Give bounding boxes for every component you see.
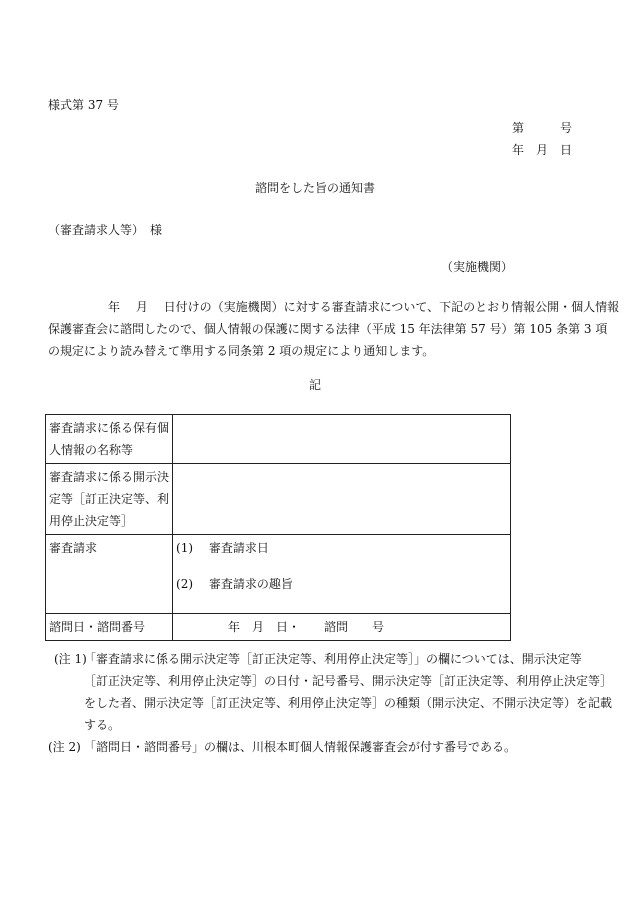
note-body <box>84 648 612 736</box>
document-date: 年 月 日 <box>511 143 572 157</box>
table-row <box>46 415 511 464</box>
note-line: 「審査請求に係る開示決定等［訂正決定等、利用停止決定等］」の欄については、開示決定等 <box>84 652 582 666</box>
label-line: 定等［訂正決定等、利 <box>49 492 170 506</box>
row-value-disclosure-decision[interactable] <box>173 464 511 535</box>
note-label: (注 1) <box>54 652 87 666</box>
notes-section <box>48 648 613 758</box>
form-number: 様式第 37 号 <box>48 98 119 112</box>
body-paragraph <box>48 296 620 362</box>
note-2 <box>48 736 588 758</box>
row-label-inquiry: 諮問日・諮問番号 <box>46 614 173 641</box>
row-value-inquiry[interactable]: 年 月 日・ 諮問 号 <box>173 614 511 641</box>
note-line: をした者、開示決定等［訂正決定等、利用停止決定等］の種類（開示決定、不開示決定等）を記載 <box>84 696 613 710</box>
note-line: する。 <box>84 718 121 732</box>
note-1 <box>48 648 613 736</box>
addressee: （審査請求人等） 様 <box>48 223 163 237</box>
label-line: 人情報の名称等 <box>49 443 134 457</box>
table-row <box>46 535 511 614</box>
ki-heading: 記 <box>308 378 321 392</box>
note-line: ［訂正決定等、利用停止決定等］の日付・記号番号、開示決定等［訂正決定等、利用停止決定等］ <box>84 674 613 688</box>
request-date-item: (1) 審査請求日 <box>176 541 269 555</box>
label-line: 用停止決定等］ <box>49 514 134 528</box>
row-value-request[interactable] <box>173 535 511 614</box>
body-line: 保護審査会に諮問したので、個人情報の保護に関する法律（平成 15 年法律第 57 号）第 105 条第 3 項 <box>48 322 608 336</box>
note-label: (注 2) <box>48 740 81 754</box>
row-value-personal-info[interactable] <box>173 415 511 464</box>
row-label-personal-info <box>46 415 173 464</box>
request-purpose-item: (2) 審査請求の趣旨 <box>176 577 293 591</box>
record-table <box>45 414 511 641</box>
note-line: 「諮問日・諮問番号」の欄は、川根本町個人情報保護審査会が付す番号である。 <box>84 740 517 754</box>
document-number: 第 号 <box>511 121 572 135</box>
body-line: 年 月 日付けの（実施機関）に対する審査請求について、下記のとおり情報公開・個人情報 <box>48 300 620 314</box>
row-label-request: 審査請求 <box>46 535 173 614</box>
row-label-disclosure-decision <box>46 464 173 535</box>
table-row <box>46 614 511 641</box>
issuer: （実施機関） <box>440 260 513 274</box>
table-row <box>46 464 511 535</box>
body-line: の規定により読み替えて準用する同条第 2 項の規定により通知します。 <box>48 344 435 358</box>
note-body <box>84 736 588 758</box>
label-line: 審査請求に係る保有個 <box>49 421 170 435</box>
document-title: 諮問をした旨の通知書 <box>254 181 375 195</box>
label-line: 審査請求に係る開示決 <box>49 470 170 484</box>
